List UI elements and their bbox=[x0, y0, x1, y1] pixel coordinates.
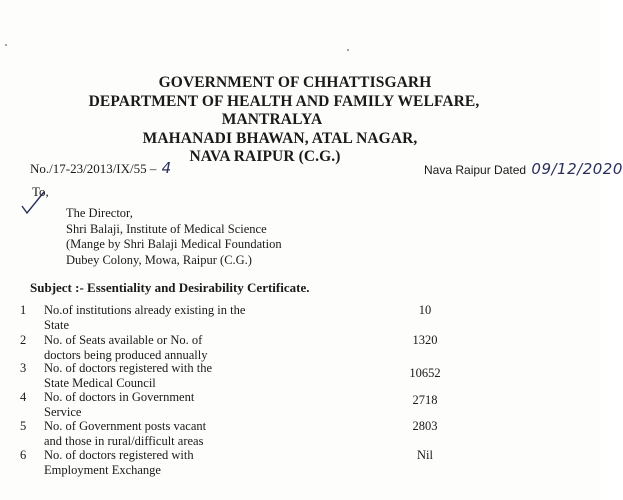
letterhead-city: NAVA RAIPUR (C.G.) bbox=[189, 148, 341, 165]
address-line: The Director, bbox=[66, 206, 133, 220]
reference-number-text: No./17-23/2013/IX/55 – bbox=[30, 161, 157, 176]
item-number: 2 bbox=[20, 333, 27, 347]
item-description bbox=[44, 361, 264, 390]
item-description-line: State Medical Council bbox=[44, 375, 156, 390]
item-description-line: Employment Exchange bbox=[44, 462, 161, 477]
item-description-line: and those in rural/difficult areas bbox=[44, 433, 204, 448]
letterhead bbox=[0, 74, 600, 167]
subject-line: Subject :- Essentiality and Desirability Certificate. bbox=[30, 280, 310, 295]
item-description-line: No. of doctors registered with the bbox=[44, 361, 213, 375]
letterhead-department: DEPARTMENT OF HEALTH AND FAMILY WELFARE, bbox=[88, 92, 480, 110]
item-description-line: No.of institutions already existing in the State bbox=[44, 303, 246, 332]
item-description-line: No. of doctors in Government bbox=[44, 390, 195, 404]
letterhead-bhawan: MAHANADI BHAWAN, ATAL NAGAR, bbox=[142, 129, 418, 147]
letterhead-mantralya: MANTRALYA bbox=[221, 111, 323, 128]
item-number: 6 bbox=[20, 448, 27, 462]
item-value: 2718 bbox=[412, 393, 438, 407]
item-description-line: Service bbox=[44, 404, 82, 419]
dated-line bbox=[424, 160, 623, 178]
item-description-line: No. of doctors registered with bbox=[44, 448, 194, 462]
scan-speck bbox=[5, 44, 7, 46]
item-number: 3 bbox=[20, 361, 27, 375]
reference-number-handwritten: 4 bbox=[161, 159, 172, 177]
item-description bbox=[44, 448, 264, 477]
recipient-address bbox=[66, 206, 282, 268]
item-description-line: doctors being produced annually bbox=[44, 347, 208, 362]
item-description-line: No. of Government posts vacant bbox=[44, 419, 207, 433]
scan-speck bbox=[347, 49, 349, 51]
item-value: 10652 bbox=[409, 366, 441, 380]
letterhead-government: GOVERNMENT OF CHHATTISGARH bbox=[158, 74, 432, 91]
item-description bbox=[44, 333, 264, 362]
reference-number bbox=[30, 159, 171, 177]
item-description-line: No. of Seats available or No. of bbox=[44, 333, 203, 347]
dated-label: Nava Raipur Dated bbox=[424, 163, 527, 177]
item-description bbox=[44, 419, 264, 448]
address-line: Shri Balaji, Institute of Medical Science bbox=[66, 221, 267, 236]
item-description bbox=[44, 390, 264, 419]
to-label: To, bbox=[32, 184, 49, 199]
item-value: 2803 bbox=[412, 419, 438, 433]
item-number: 4 bbox=[20, 390, 27, 404]
item-value: 10 bbox=[418, 303, 432, 317]
handwritten-tick-mark bbox=[18, 186, 48, 216]
address-line: (Mange by Shri Balaji Medical Foundation bbox=[66, 237, 282, 251]
item-value: Nil bbox=[417, 448, 433, 462]
address-line: Dubey Colony, Mowa, Raipur (C.G.) bbox=[66, 252, 252, 267]
dated-handwritten: 09/12/2020 bbox=[531, 160, 623, 178]
item-number: 1 bbox=[20, 303, 27, 317]
item-value: 1320 bbox=[412, 333, 438, 347]
item-description bbox=[44, 303, 264, 332]
item-number: 5 bbox=[20, 419, 27, 433]
